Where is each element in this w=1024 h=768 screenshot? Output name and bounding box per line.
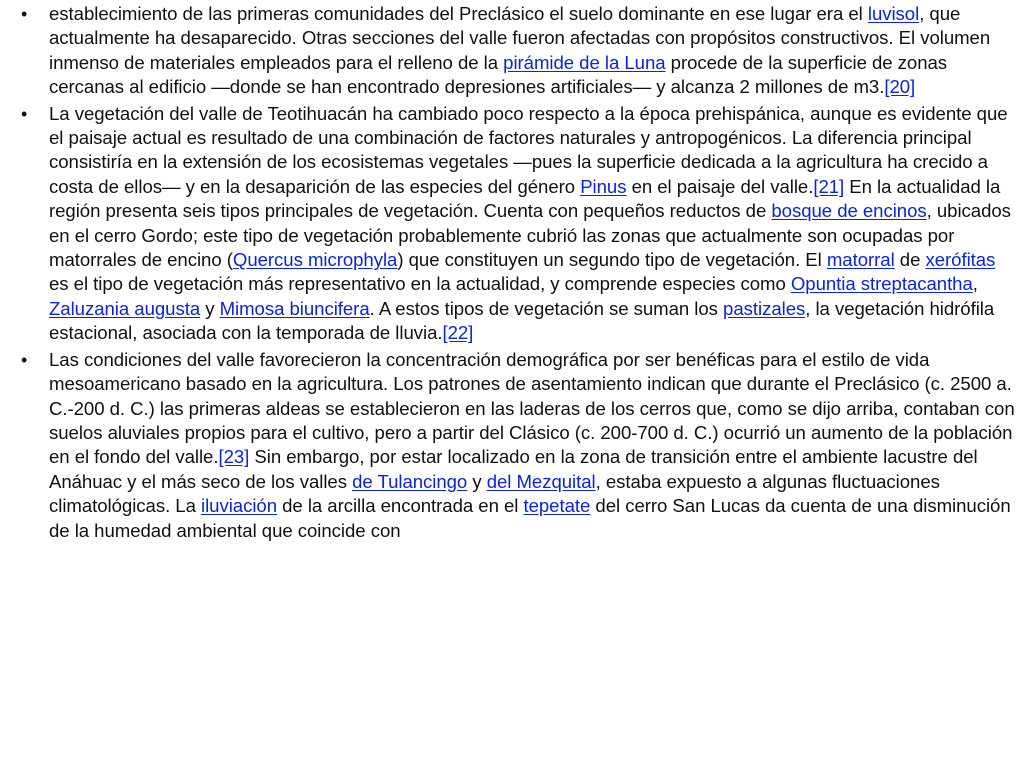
text-run: procede de la superficie de zonas cercanas al edificio —donde se han encontrado depresiones artificiales— y alcanza 2 millones de m3. — [49, 51, 948, 98]
wiki-link[interactable]: Opuntia streptacantha — [790, 273, 973, 295]
wiki-link[interactable]: xerófitas — [925, 249, 996, 271]
bullet-paragraph — [20, 102, 1016, 346]
text-run: , — [972, 273, 978, 295]
paragraph-text — [49, 349, 1015, 541]
wiki-link[interactable]: [23] — [218, 446, 250, 468]
text-run: Sin embargo, por estar localizado en la zona de transición entre el ambiente lacustre del Anáhuac y el más seco de los valles — [49, 446, 978, 492]
wiki-link[interactable]: pirámide de la Luna — [503, 51, 666, 73]
text-run: de — [894, 249, 926, 271]
text-run: establecimiento de las primeras comunidades del Preclásico el suelo dominante en ese lugar era el — [49, 3, 868, 24]
wiki-link[interactable]: [20] — [884, 76, 916, 98]
bullet-paragraph — [20, 348, 1016, 543]
text-run: de la arcilla encontrada en el — [277, 495, 524, 517]
wiki-link[interactable]: matorral — [826, 249, 895, 271]
text-run: , la vegetación hidrófila estacional, asociada con la temporada de lluvia. — [49, 297, 995, 344]
text-run: . A estos tipos de vegetación se suman los — [369, 297, 724, 319]
text-run: y — [467, 470, 487, 492]
wiki-link[interactable]: Pinus — [580, 175, 627, 197]
bullet-icon: • — [21, 349, 28, 370]
wiki-link[interactable]: del Mezquital — [486, 470, 596, 492]
bullet-icon: • — [21, 103, 28, 124]
text-run: , ubicados en el cerro Gordo; este tipo de vegetación probablemente cubrió las zonas que actualmente son ocupadas por matorrales de encino ( — [49, 200, 1011, 271]
wiki-link[interactable]: Quercus microphyla — [232, 249, 398, 271]
wiki-link[interactable]: [22] — [442, 322, 474, 344]
text-run: , estaba expuesto a algunas fluctuaciones climatológicas. La — [49, 470, 940, 517]
text-run: en el paisaje del valle. — [626, 175, 814, 197]
wiki-link[interactable]: iluviación — [201, 495, 277, 517]
paragraph-text — [49, 3, 990, 97]
wiki-link[interactable]: Zaluzania augusta — [49, 297, 201, 319]
text-run: Las condiciones del valle favorecieron la concentración demográfica por ser benéficas para el estilo de vida mesoamericano basado en la agricultura. Los patrones de asentamiento indican que durante el Preclásico (c. 2500 a. C.-200 d. C.) las primeras aldeas se establecieron en las laderas de los cerros que, como se dijo arriba, contaban con suelos aluviales propios para el cultivo, pero a partir del Clásico (c. 200-700 d. C.) ocurrió un aumento de la población en el fondo del valle. — [49, 348, 1015, 468]
text-run: es el tipo de vegetación más representativo en la actualidad, y comprende especies como — [49, 273, 791, 295]
text-run: y — [200, 297, 220, 319]
bullet-paragraph — [20, 2, 1016, 100]
wiki-link[interactable]: [21] — [813, 175, 845, 197]
bullet-icon: • — [21, 4, 28, 24]
text-run: , que actualmente ha desaparecido. Otras secciones del valle fueron afectadas con propósitos constructivos. El volumen inmenso de materiales empleados para el relleno de la — [49, 3, 991, 73]
text-run: La vegetación del valle de Teotihuacán ha cambiado poco respecto a la época prehispánica, aunque es evidente que el paisaje actual es resultado de una combinación de factores naturales y antropogénicos. La diferencia principal consistiría en la extensión de los ecosistemas vegetales —pues la superficie dedicada a la agricultura ha crecido a costa de ellos— y en la desaparición de las especies del género — [49, 102, 1008, 197]
bullet-list — [20, 2, 1016, 543]
text-run: En la actualidad la región presenta seis tipos principales de vegetación. Cuenta con pequeños reductos de — [49, 175, 1001, 222]
text-run: ) que constituyen un segundo tipo de vegetación. El — [397, 249, 827, 271]
text-run: del cerro San Lucas da cuenta de una disminución de la humedad ambiental que coincide con — [49, 495, 1011, 541]
wiki-link[interactable]: tepetate — [523, 495, 591, 517]
wiki-link[interactable]: pastizales — [723, 297, 806, 319]
wiki-link[interactable]: luvisol — [867, 3, 920, 24]
wiki-link[interactable]: Mimosa biuncifera — [219, 297, 370, 319]
paragraph-text — [49, 103, 1011, 344]
wiki-link[interactable]: de Tulancingo — [352, 470, 468, 492]
wiki-link[interactable]: bosque de encinos — [771, 200, 927, 222]
